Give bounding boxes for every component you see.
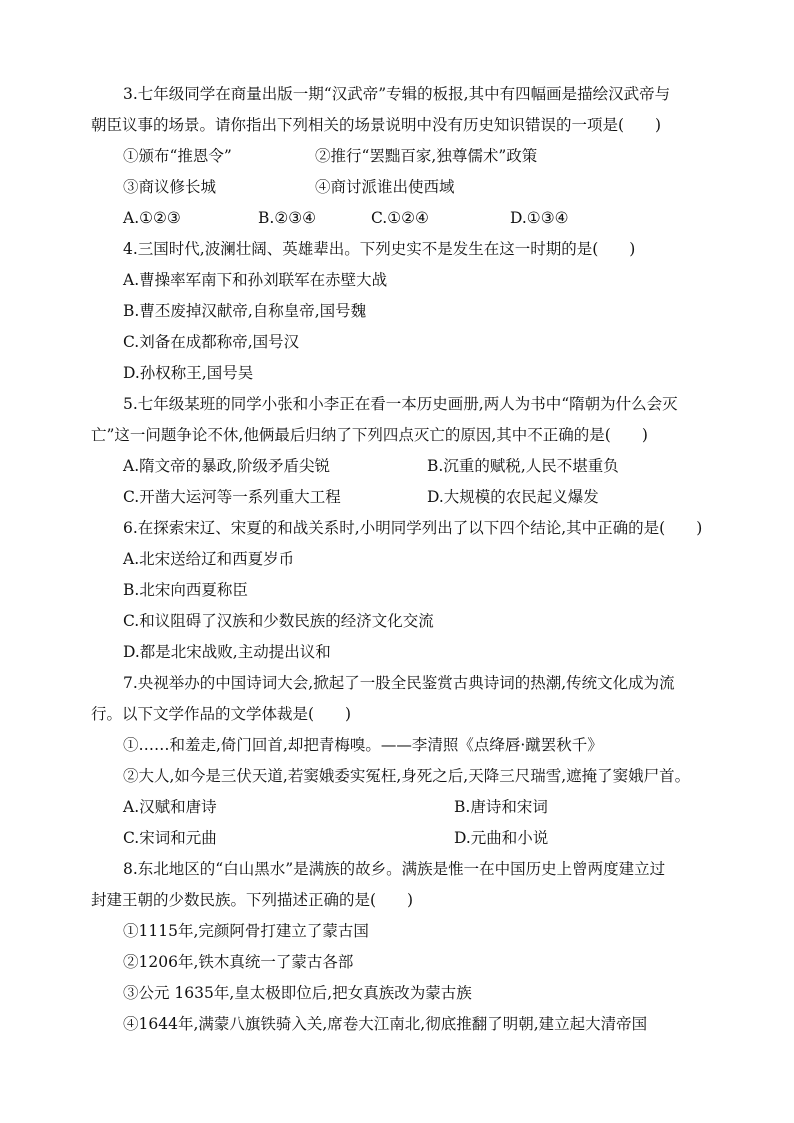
q7-item-1: ①……和羞走,倚门回首,却把青梅嗅。——李清照《点绛唇·蹴罢秋千》 <box>123 736 603 754</box>
q8-stem-line2: 封建王朝的少数民族。下列描述正确的是( ) <box>91 891 414 909</box>
q3-item-4: ④商讨派谁出使西域 <box>315 178 455 196</box>
q4-choice-a: A.曹操率军南下和孙刘联军在赤壁大战 <box>123 271 388 289</box>
q3-item-2: ②推行“罢黜百家,独尊儒术”政策 <box>315 147 538 165</box>
q6-choice-d: D.都是北宋战败,主动提出议和 <box>123 643 331 661</box>
q4-stem-line1: 4.三国时代,波澜壮阔、英雄辈出。下列史实不是发生在这一时期的是( ) <box>123 240 636 258</box>
q7-stem-line2: 行。以下文学作品的文学体裁是( ) <box>91 705 352 723</box>
q7-stem-line1: 7.央视举办的中国诗词大会,掀起了一股全民鉴赏古典诗词的热潮,传统文化成为流 <box>123 674 675 692</box>
q3-item-3: ③商议修长城 <box>123 178 217 196</box>
q7-choice-c: C.宋词和元曲 <box>123 829 217 847</box>
q6-choice-a: A.北宋送给辽和西夏岁币 <box>123 550 295 568</box>
q3-stem-line1: 3.七年级同学在商量出版一期“汉武帝”专辑的板报,其中有四幅画是描绘汉武帝与 <box>123 85 671 103</box>
q7-choice-a: A.汉赋和唐诗 <box>123 798 217 816</box>
q5-choice-b: B.沉重的赋税,人民不堪重负 <box>427 457 619 475</box>
q5-choice-d: D.大规模的农民起义爆发 <box>427 488 599 506</box>
q3-stem-line2: 朝臣议事的场景。请你指出下列相关的场景说明中没有历史知识错误的一项是( ) <box>91 116 662 134</box>
q4-choice-c: C.刘备在成都称帝,国号汉 <box>123 333 300 351</box>
q4-choice-b: B.曹丕废掉汉献帝,自称皇帝,国号魏 <box>123 302 367 320</box>
q7-choice-b: B.唐诗和宋词 <box>454 798 548 816</box>
q7-item-2: ②大人,如今是三伏天道,若窦娥委实冤枉,身死之后,天降三尺瑞雪,遮掩了窦娥尸首。 <box>123 767 691 785</box>
q8-item-1: ①1115年,完颜阿骨打建立了蒙古国 <box>123 922 369 940</box>
q7-choice-d: D.元曲和小说 <box>454 829 549 847</box>
q3-choice-a: A.①②③ <box>123 209 181 227</box>
q6-choice-b: B.北宋向西夏称臣 <box>123 581 248 599</box>
q6-choice-c: C.和议阻碍了汉族和少数民族的经济文化交流 <box>123 612 434 630</box>
q3-choice-d: D.①③④ <box>510 209 569 227</box>
q3-item-1: ①颁布“推恩令” <box>123 147 232 165</box>
q5-choice-a: A.隋文帝的暴政,阶级矛盾尖锐 <box>123 457 331 475</box>
q8-item-3: ③公元 1635年,皇太极即位后,把女真族改为蒙古族 <box>123 984 472 1002</box>
q3-choice-b: B.②③④ <box>258 209 317 227</box>
q8-item-2: ②1206年,铁木真统一了蒙古各部 <box>123 953 354 971</box>
q5-choice-c: C.开凿大运河等一系列重大工程 <box>123 488 341 506</box>
q8-stem-line1: 8.东北地区的“白山黑水”是满族的故乡。满族是惟一在中国历史上曾两度建立过 <box>123 860 666 878</box>
q3-choice-c: C.①②④ <box>371 209 429 227</box>
q5-stem-line2: 亡”这一问题争论不休,他俩最后归纳了下列四点灭亡的原因,其中不正确的是( ) <box>91 426 648 444</box>
q8-item-4: ④1644年,满蒙八旗铁骑入关,席卷大江南北,彻底推翻了明朝,建立起大清帝国 <box>123 1015 648 1033</box>
q6-stem-line1: 6.在探索宋辽、宋夏的和战关系时,小明同学列出了以下四个结论,其中正确的是( ) <box>123 519 703 537</box>
q5-stem-line1: 5.七年级某班的同学小张和小李正在看一本历史画册,两人为书中“隋朝为什么会灭 <box>123 395 678 413</box>
q4-choice-d: D.孙权称王,国号吴 <box>123 364 254 382</box>
